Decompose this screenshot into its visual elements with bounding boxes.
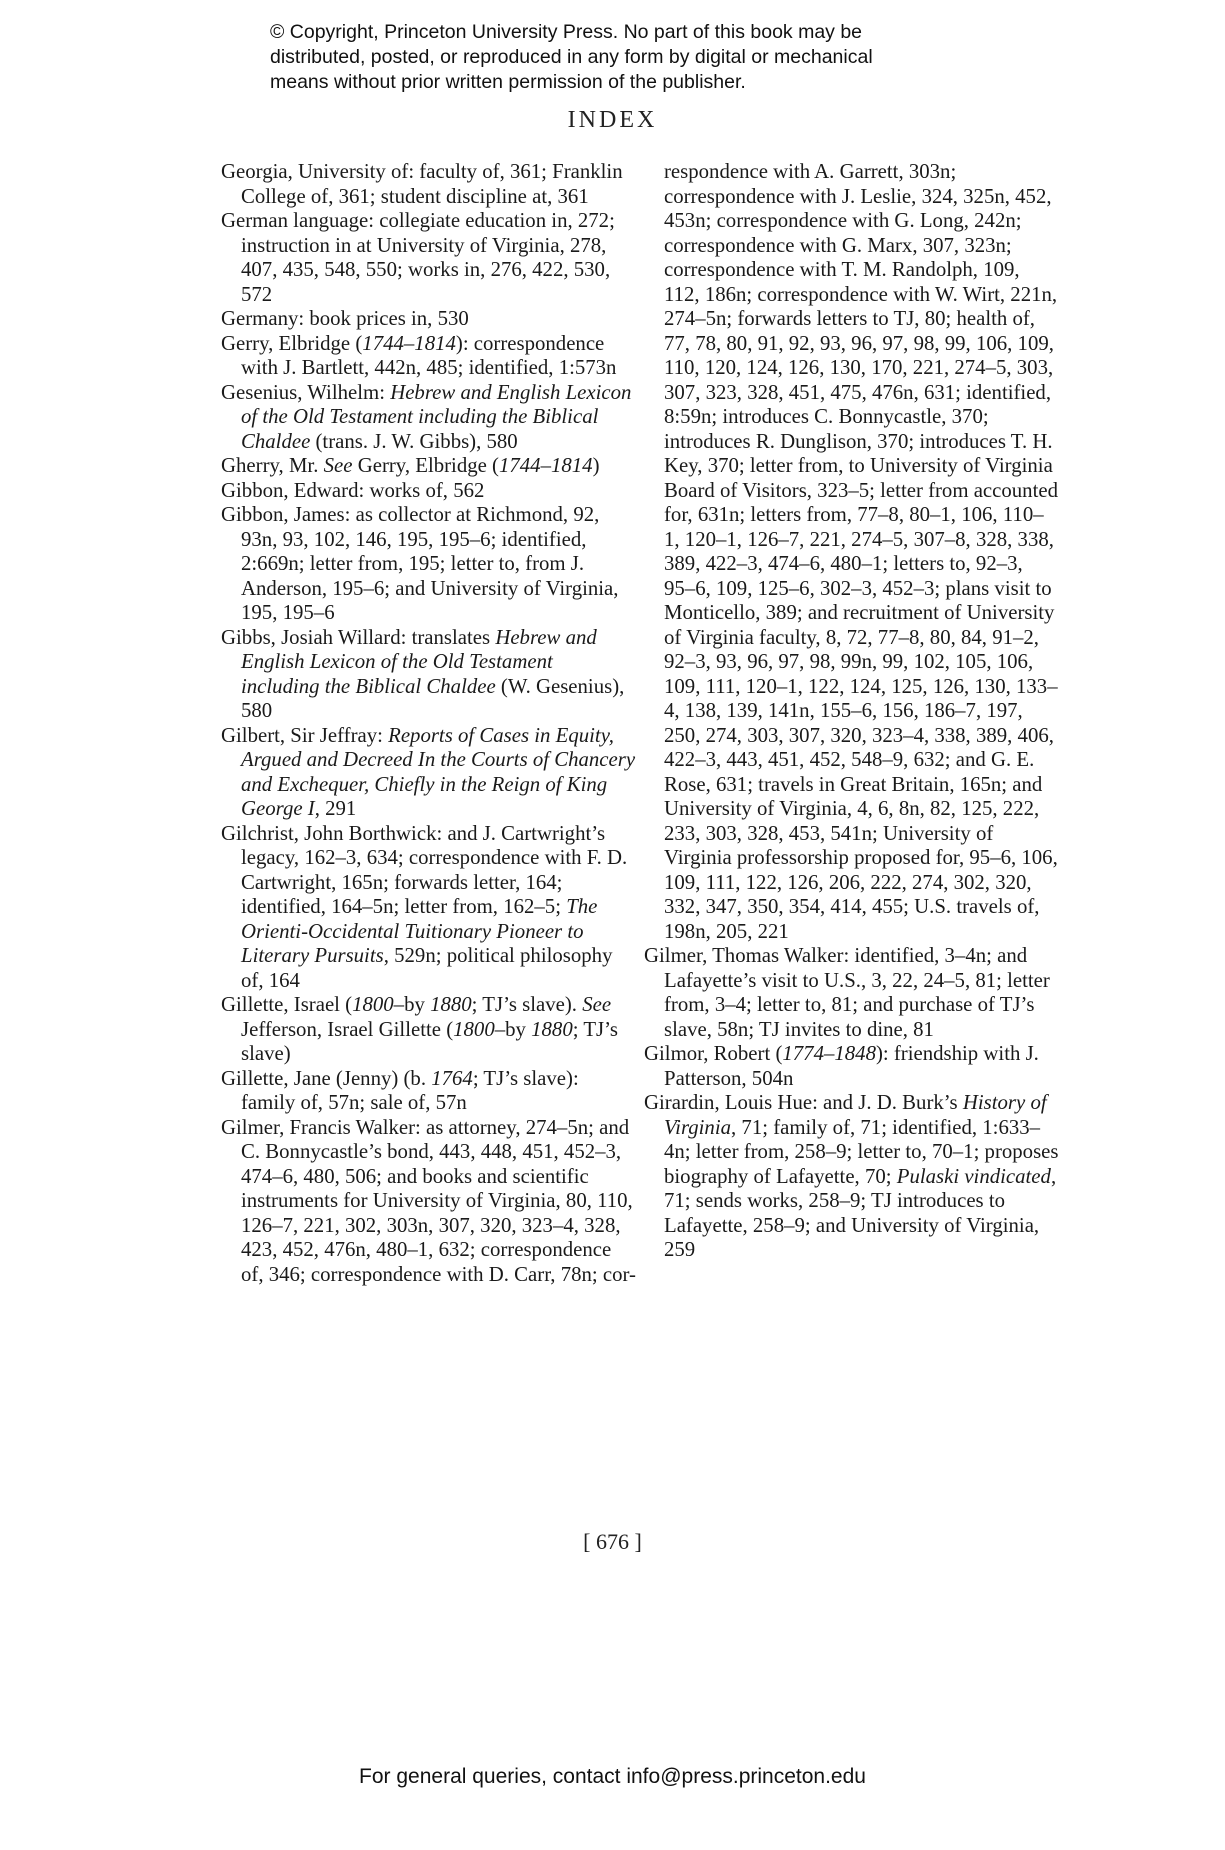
- index-entry-text: Georgia, University of: faculty of, 361; Franklin College of, 361; student discipline at, 361: [221, 160, 623, 208]
- index-entry-text: Gesenius, Wilhelm:: [221, 380, 391, 404]
- index-entry: [221, 332, 636, 381]
- index-entry: [221, 822, 636, 994]
- index-entry-italic-text: Hebrew and English Lexicon of the Old Testament including the Biblical Chaldee: [241, 625, 597, 698]
- index-entry: [221, 479, 636, 504]
- index-entry: [221, 454, 636, 479]
- index-entry-text: ; TJ’s slave): [241, 1017, 618, 1065]
- index-entry-text: Gibbs, Josiah Willard: translates: [221, 625, 496, 649]
- index-entry-italic-text: 1880: [430, 993, 472, 1016]
- index-entry-italic-text: See: [582, 993, 612, 1016]
- index-entry: [221, 307, 636, 332]
- index-entry-italic-text: Pulaski vindicated: [896, 1164, 1051, 1188]
- index-entry-text: Gilmer, Thomas Walker: identified, 3–4n; and Lafayette’s visit to U.S., 3, 22, 24–5, 81; letter from, 3–4; letter to, 81; and purchase of TJ’s slave, 58n; TJ invites to dine, 81: [644, 944, 1050, 1041]
- index-entry-text: ): correspondence with J. Bartlett, 442n, 485; identified, 1:573n: [241, 331, 617, 379]
- index-entry-italic-text: See: [323, 454, 353, 477]
- index-entry-text: Gibbon, Edward: works of, 562: [221, 478, 485, 502]
- index-entry-text: Gilmor, Robert (: [644, 1042, 783, 1065]
- index-entry-text: ; TJ’s slave): family of, 57n; sale of, 57n: [241, 1066, 579, 1114]
- index-entry: [644, 1091, 1059, 1263]
- index-column-left: [221, 160, 636, 1287]
- index-entry-text: ; TJ’s slave).: [471, 993, 583, 1016]
- index-entry-text: Gilmer, Francis Walker: as attorney, 274–5n; and C. Bonnycastle’s bond, 443, 448, 451, 452–3, 474–6, 480, 506; and books and scientific instruments for University of Virginia, 80, 110, 126–7, 221, 302, 303n, 307, 320, 323–4, 328, 423, 452, 476n, 480–1, 632; correspondence of, 346; correspondence with D. Carr, 78n; cor-: [221, 1115, 636, 1286]
- index-entry-text: Gillette, Jane (Jenny) (b.: [221, 1066, 432, 1090]
- index-entry-italic-text: 1800: [453, 1017, 495, 1041]
- index-entry-italic-text: 1744–1814: [498, 454, 593, 477]
- index-entry-text: , 71; sends works, 258–9; TJ introduces to Lafayette, 258–9; and University of Virginia, 259: [664, 1164, 1057, 1261]
- index-entry: [221, 209, 636, 307]
- index-entry: [644, 1042, 1059, 1091]
- index-entry-text: –by: [494, 1017, 532, 1041]
- index-entry-text: Germany: book prices in, 530: [221, 307, 469, 330]
- index-entry: [221, 993, 636, 1067]
- index-entry: [221, 626, 636, 724]
- index-entry-text: (W. Gesenius), 580: [241, 674, 625, 722]
- index-entry-text: , 291: [314, 797, 357, 820]
- index-entry-text: , 529n; political philosophy of, 164: [241, 944, 613, 992]
- index-entry-text: Gilbert, Sir Jeffray:: [221, 723, 389, 747]
- index-entry-text: ): friendship with J. Patterson, 504n: [664, 1042, 1039, 1090]
- index-entry: [221, 503, 636, 626]
- copyright-notice: [270, 20, 970, 95]
- index-entry-text: Gerry, Elbridge (: [352, 454, 499, 477]
- index-entry-italic-text: 1774–1848: [782, 1042, 876, 1065]
- index-entry-text: –by: [393, 993, 431, 1016]
- index-entry-italic-text: 1800: [352, 993, 394, 1016]
- index-entry-italic-text: History of Virginia: [664, 1091, 1047, 1139]
- index-column-right: [644, 160, 1059, 1263]
- index-entry: [644, 944, 1059, 1042]
- copyright-line: distributed, posted, or reproduced in any form by digital or mechanical: [270, 46, 873, 68]
- index-entry-italic-text: The Orienti-Occidental Tuitionary Pioneer to Literary Pursuits: [241, 895, 598, 967]
- copyright-line: © Copyright, Princeton University Press. No part of this book may be: [270, 21, 863, 43]
- index-entry-italic-text: 1880: [531, 1017, 573, 1041]
- index-entry-text: Gherry, Mr.: [221, 454, 324, 477]
- index-entry-text: (trans. J. W. Gibbs), 580: [310, 429, 518, 453]
- footer-contact: For general queries, contact info@press.princeton.edu: [359, 1765, 866, 1788]
- index-entry-text: German language: collegiate education in, 272; instruction in at University of Virginia, 278, 407, 435, 548, 550; works in, 276, 422, 530, 572: [221, 209, 615, 306]
- index-entry-text: Gibbon, James: as collector at Richmond, 92, 93n, 93, 102, 146, 195, 195–6; identified, 2:669n; letter from, 195; letter to, from J. Anderson, 195–6; and University of Virginia, 195, 195–6: [221, 503, 619, 624]
- index-entry: [221, 160, 636, 209]
- index-entry-text: Girardin, Louis Hue: and J. D. Burk’s: [644, 1091, 963, 1114]
- index-entry-text: Gerry, Elbridge (: [221, 331, 363, 355]
- index-entry: [221, 724, 636, 822]
- index-entry-text: Jefferson, Israel Gillette (: [241, 1017, 454, 1041]
- index-entry-italic-text: Hebrew and English Lexicon of the Old Testament including the Biblical Chaldee: [241, 380, 632, 453]
- page-number: [ 676 ]: [583, 1529, 642, 1554]
- index-entry-italic-text: Reports of Cases in Equity, Argued and Decreed In the Courts of Chancery and Exchequer, Chiefly in the Reign of King George I: [241, 723, 636, 820]
- copyright-line: means without prior written permission of the publisher.: [270, 71, 746, 93]
- index-entry-text: Gilchrist, John Borthwick: and J. Cartwright’s legacy, 162–3, 634; correspondence with F. D. Cartwright, 165n; forwards letter, 164; identified, 164–5n; letter from, 162–5;: [221, 821, 628, 918]
- index-entry: [221, 1067, 636, 1116]
- index-entry-continuation: respondence with A. Garrett, 303n; correspondence with J. Leslie, 324, 325n, 452, 453n; correspondence with G. Long, 242n; correspondence with G. Marx, 307, 323n; correspondence with T. M. Randolph, 109, 112, 186n; correspondence with W. Wirt, 221n, 274–5n; forwards letters to TJ, 80; health of, 77, 78, 80, 91, 92, 93, 96, 97, 98, 99, 106, 109, 110, 120, 124, 126, 130, 170, 221, 274–5, 303, 307, 323, 328, 451, 475, 476n, 631; identified, 8:59n; introduces C. Bonnycastle, 370; introduces R. Dunglison, 370; introduces T. H. Key, 370; letter from, to University of Virginia Board of Visitors, 323–5; letter from accounted for, 631n; letters from, 77–8, 80–1, 106, 110–1, 120–1, 126–7, 221, 274–5, 307–8, 328, 338, 389, 422–3, 474–6, 480–1; letters to, 92–3, 95–6, 109, 125–6, 302–3, 452–3; plans visit to Monticello, 389; and recruitment of University of Virginia faculty, 8, 72, 77–8, 80, 84, 91–2, 92–3, 93, 96, 97, 98, 99n, 99, 102, 105, 106, 109, 111, 120–1, 122, 124, 125, 126, 130, 133–4, 138, 139, 141n, 155–6, 156, 186–7, 197, 250, 274, 303, 307, 320, 323–4, 338, 389, 406, 422–3, 443, 451, 452, 548–9, 632; and G. E. Rose, 631; travels in Great Britain, 165n; and University of Virginia, 4, 6, 8n, 82, 125, 222, 233, 303, 328, 453, 541n; University of Virginia professorship proposed for, 95–6, 106, 109, 111, 122, 126, 206, 222, 274, 302, 320, 332, 347, 350, 354, 414, 455; U.S. travels of, 198n, 205, 221: [664, 160, 1058, 943]
- index-entry-italic-text: 1764: [431, 1066, 473, 1090]
- index-entry-italic-text: 1744–1814: [362, 331, 456, 355]
- index-entry-text: , 71; family of, 71; identified, 1:633–4n; letter from, 258–9; letter to, 70–1; proposes biography of Lafayette, 70;: [664, 1115, 1059, 1188]
- index-entry-text: ): [592, 454, 600, 477]
- index-entry: [221, 1116, 636, 1288]
- index-entry: [221, 381, 636, 455]
- index-entry-text: Gillette, Israel (: [221, 993, 353, 1016]
- page-heading: INDEX: [567, 107, 658, 133]
